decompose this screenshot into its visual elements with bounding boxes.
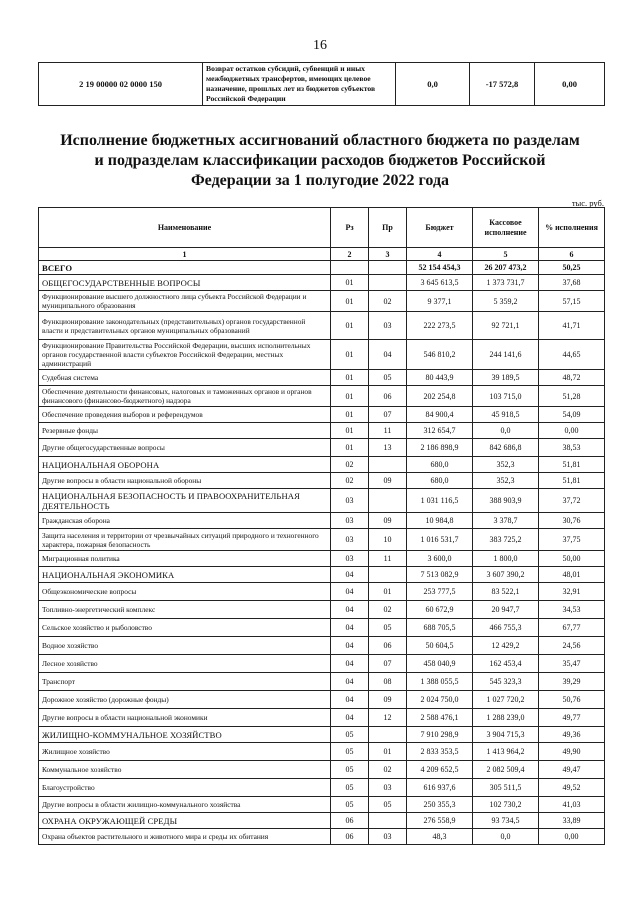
row-rz: 01: [331, 386, 369, 407]
row-pr: 03: [369, 779, 407, 797]
row-rz: 03: [331, 513, 369, 529]
row-execution: 466 755,3: [473, 619, 539, 637]
report-title: Исполнение бюджетных ассигнований областного бюджета по разделам и подразделам классификации расходов бюджетов Российской Федерации за 1 полугодие 2022 года: [60, 132, 580, 189]
carryover-description: Возврат остатков субсидий, субвенций и иных межбюджетных трансфертов, имеющих целевое назначение, прошлых лет из бюджетов субъектов Российской Федерации: [203, 63, 396, 106]
row-budget: 4 209 652,5: [407, 761, 473, 779]
row-pr: 03: [369, 829, 407, 845]
table-row: [39, 691, 605, 709]
row-pr: 02: [369, 291, 407, 312]
row-rz: 04: [331, 709, 369, 727]
row-percent: 49,52: [539, 779, 605, 797]
row-pr: 02: [369, 601, 407, 619]
header-percent: % исполнения: [539, 208, 605, 248]
carryover-table: [38, 62, 605, 106]
row-budget: 84 900,4: [407, 407, 473, 423]
table-row: [39, 489, 605, 513]
row-name: Функционирование Правительства Российской Федерации, высших исполнительных органов государственной власти субъектов Российской Федерации, местных администраций: [39, 340, 331, 370]
row-rz: 01: [331, 291, 369, 312]
table-row: [39, 583, 605, 601]
row-percent: 34,53: [539, 601, 605, 619]
table-row: [39, 567, 605, 583]
table-row: [39, 386, 605, 407]
row-percent: 39,29: [539, 673, 605, 691]
row-execution: 2 082 509,4: [473, 761, 539, 779]
table-row: [39, 743, 605, 761]
table-row: [39, 727, 605, 743]
row-rz: 04: [331, 583, 369, 601]
row-percent: 32,91: [539, 583, 605, 601]
row-rz: 01: [331, 423, 369, 439]
row-execution: 26 207 473,2: [473, 261, 539, 275]
row-budget: 7 513 082,9: [407, 567, 473, 583]
row-percent: 30,76: [539, 513, 605, 529]
row-name: ЖИЛИЩНО-КОММУНАЛЬНОЕ ХОЗЯЙСТВО: [39, 727, 331, 743]
row-budget: 546 810,2: [407, 340, 473, 370]
row-budget: 680,0: [407, 473, 473, 489]
row-rz: 06: [331, 813, 369, 829]
row-name: Коммунальное хозяйство: [39, 761, 331, 779]
row-rz: 05: [331, 797, 369, 813]
row-pr: 01: [369, 743, 407, 761]
row-name: Обеспечение проведения выборов и референдумов: [39, 407, 331, 423]
row-percent: 38,53: [539, 439, 605, 457]
row-pr: [369, 275, 407, 291]
table-row: [39, 761, 605, 779]
row-percent: 67,77: [539, 619, 605, 637]
row-budget: 253 777,5: [407, 583, 473, 601]
row-pr: [369, 489, 407, 513]
table-row: [39, 829, 605, 845]
row-name: Жилищное хозяйство: [39, 743, 331, 761]
header-rz: Рз: [331, 208, 369, 248]
row-budget: 616 937,6: [407, 779, 473, 797]
row-rz: 02: [331, 457, 369, 473]
row-pr: 10: [369, 529, 407, 551]
row-rz: 06: [331, 829, 369, 845]
row-execution: 3 607 390,2: [473, 567, 539, 583]
row-percent: 33,89: [539, 813, 605, 829]
carryover-code: 2 19 00000 02 0000 150: [39, 63, 203, 106]
row-execution: 83 522,1: [473, 583, 539, 601]
row-budget: 1 388 055,5: [407, 673, 473, 691]
row-name: Гражданская оборона: [39, 513, 331, 529]
row-budget: 688 705,5: [407, 619, 473, 637]
row-execution: 1 800,0: [473, 551, 539, 567]
row-rz: 04: [331, 637, 369, 655]
row-rz: 04: [331, 619, 369, 637]
row-execution: 3 378,7: [473, 513, 539, 529]
table-row: [39, 513, 605, 529]
row-pr: [369, 261, 407, 275]
row-execution: 93 734,5: [473, 813, 539, 829]
row-name: Охрана объектов растительного и животного мира и среды их обитания: [39, 829, 331, 845]
table-row: [39, 797, 605, 813]
row-percent: 49,77: [539, 709, 605, 727]
row-budget: 1 031 116,5: [407, 489, 473, 513]
header-pr: Пр: [369, 208, 407, 248]
units-label: тыс. руб.: [571, 198, 604, 208]
table-row: [39, 619, 605, 637]
row-name: Резервные фонды: [39, 423, 331, 439]
table-row: [39, 312, 605, 340]
row-percent: 51,28: [539, 386, 605, 407]
row-rz: 01: [331, 312, 369, 340]
row-execution: 0,0: [473, 423, 539, 439]
row-percent: 49,47: [539, 761, 605, 779]
table-row: [39, 709, 605, 727]
row-name: Благоустройство: [39, 779, 331, 797]
header-name: Наименование: [39, 208, 331, 248]
row-pr: 06: [369, 386, 407, 407]
row-pr: 02: [369, 761, 407, 779]
row-percent: 50,76: [539, 691, 605, 709]
row-name: Лесное хозяйство: [39, 655, 331, 673]
row-percent: 49,90: [539, 743, 605, 761]
row-rz: 05: [331, 743, 369, 761]
row-budget: 9 377,1: [407, 291, 473, 312]
row-rz: 03: [331, 551, 369, 567]
row-name: Топливно-энергетический комплекс: [39, 601, 331, 619]
row-rz: 05: [331, 727, 369, 743]
row-percent: 57,15: [539, 291, 605, 312]
row-pr: 11: [369, 423, 407, 439]
table-row: [39, 291, 605, 312]
row-pr: 05: [369, 797, 407, 813]
row-percent: 50,00: [539, 551, 605, 567]
row-pr: 09: [369, 513, 407, 529]
carryover-percent: 0,00: [535, 63, 605, 106]
row-execution: 5 359,2: [473, 291, 539, 312]
row-budget: 60 672,9: [407, 601, 473, 619]
row-percent: 44,65: [539, 340, 605, 370]
row-budget: 202 254,8: [407, 386, 473, 407]
table-row: [39, 601, 605, 619]
table-row: [39, 655, 605, 673]
row-rz: 03: [331, 529, 369, 551]
row-name: Другие вопросы в области жилищно-коммунального хозяйства: [39, 797, 331, 813]
row-name: Другие вопросы в области национальной экономики: [39, 709, 331, 727]
row-percent: 51,81: [539, 457, 605, 473]
row-budget: 2 833 353,5: [407, 743, 473, 761]
row-pr: [369, 727, 407, 743]
table-row: [39, 779, 605, 797]
column-number-row: [39, 248, 605, 261]
row-pr: [369, 813, 407, 829]
row-name: НАЦИОНАЛЬНАЯ ЭКОНОМИКА: [39, 567, 331, 583]
table-row: [39, 551, 605, 567]
row-rz: 05: [331, 761, 369, 779]
row-name: НАЦИОНАЛЬНАЯ БЕЗОПАСНОСТЬ И ПРАВООХРАНИТЕЛЬНАЯ ДЕЯТЕЛЬНОСТЬ: [39, 489, 331, 513]
row-name: Функционирование высшего должностного лица субъекта Российской Федерации и муниципального образования: [39, 291, 331, 312]
row-name: Миграционная политика: [39, 551, 331, 567]
row-pr: 04: [369, 340, 407, 370]
row-budget: 7 910 298,9: [407, 727, 473, 743]
row-rz: 04: [331, 601, 369, 619]
row-budget: 2 186 898,9: [407, 439, 473, 457]
row-name: Транспорт: [39, 673, 331, 691]
table-row: [39, 340, 605, 370]
row-execution: 39 189,5: [473, 370, 539, 386]
table-row: [39, 673, 605, 691]
row-name: Водное хозяйство: [39, 637, 331, 655]
row-budget: 50 604,5: [407, 637, 473, 655]
row-pr: 05: [369, 370, 407, 386]
row-pr: 08: [369, 673, 407, 691]
col-num-3: 3: [369, 248, 407, 261]
row-budget: 250 355,3: [407, 797, 473, 813]
row-percent: 48,72: [539, 370, 605, 386]
row-execution: 1 373 731,7: [473, 275, 539, 291]
table-row: [39, 439, 605, 457]
row-pr: 09: [369, 691, 407, 709]
row-execution: 388 903,9: [473, 489, 539, 513]
row-name: ОБЩЕГОСУДАРСТВЕННЫЕ ВОПРОСЫ: [39, 275, 331, 291]
table-row: [39, 637, 605, 655]
header-row: [39, 208, 605, 248]
row-budget: 276 558,9: [407, 813, 473, 829]
row-budget: 10 984,8: [407, 513, 473, 529]
row-rz: 04: [331, 673, 369, 691]
row-execution: 244 141,6: [473, 340, 539, 370]
row-execution: 305 511,5: [473, 779, 539, 797]
row-percent: 0,00: [539, 829, 605, 845]
row-rz: 01: [331, 370, 369, 386]
row-pr: 06: [369, 637, 407, 655]
row-percent: 50,25: [539, 261, 605, 275]
total-row: [39, 261, 605, 275]
row-pr: [369, 457, 407, 473]
row-name: ОХРАНА ОКРУЖАЮЩЕЙ СРЕДЫ: [39, 813, 331, 829]
row-rz: 02: [331, 473, 369, 489]
row-pr: 07: [369, 655, 407, 673]
table-row: [39, 529, 605, 551]
carryover-execution: -17 572,8: [470, 63, 535, 106]
row-execution: 545 323,3: [473, 673, 539, 691]
row-pr: 12: [369, 709, 407, 727]
header-budget: Бюджет: [407, 208, 473, 248]
row-execution: 1 288 239,0: [473, 709, 539, 727]
row-pr: 01: [369, 583, 407, 601]
row-budget: 2 588 476,1: [407, 709, 473, 727]
row-budget: 3 600,0: [407, 551, 473, 567]
row-rz: 03: [331, 489, 369, 513]
carryover-row: [39, 63, 605, 106]
table-row: [39, 370, 605, 386]
row-pr: 11: [369, 551, 407, 567]
row-percent: 48,01: [539, 567, 605, 583]
row-name: Сельское хозяйство и рыболовство: [39, 619, 331, 637]
row-rz: 01: [331, 340, 369, 370]
row-execution: 1 027 720,2: [473, 691, 539, 709]
row-budget: 312 654,7: [407, 423, 473, 439]
row-rz: 05: [331, 779, 369, 797]
row-name: Общеэкономические вопросы: [39, 583, 331, 601]
header-execution: Кассовое исполнение: [473, 208, 539, 248]
row-execution: 92 721,1: [473, 312, 539, 340]
row-pr: 03: [369, 312, 407, 340]
row-budget: 1 016 531,7: [407, 529, 473, 551]
row-rz: 04: [331, 655, 369, 673]
row-name: Функционирование законодательных (представительных) органов государственной власти и представительных органов муниципальных образований: [39, 312, 331, 340]
table-row: [39, 275, 605, 291]
row-percent: 37,75: [539, 529, 605, 551]
table-row: [39, 473, 605, 489]
row-pr: 13: [369, 439, 407, 457]
row-execution: 383 725,2: [473, 529, 539, 551]
row-budget: 680,0: [407, 457, 473, 473]
row-name: Другие общегосударственные вопросы: [39, 439, 331, 457]
row-budget: 48,3: [407, 829, 473, 845]
row-rz: 01: [331, 275, 369, 291]
col-num-6: 6: [539, 248, 605, 261]
row-rz: 04: [331, 567, 369, 583]
row-name: Другие вопросы в области национальной обороны: [39, 473, 331, 489]
row-execution: 3 904 715,3: [473, 727, 539, 743]
carryover-budget: 0,0: [396, 63, 470, 106]
page-number: 16: [313, 38, 327, 53]
row-execution: 842 686,8: [473, 439, 539, 457]
row-execution: 352,3: [473, 473, 539, 489]
row-budget: 3 645 613,5: [407, 275, 473, 291]
col-num-1: 1: [39, 248, 331, 261]
budget-execution-table: [38, 207, 605, 845]
row-name: ВСЕГО: [39, 261, 331, 275]
row-execution: 162 453,4: [473, 655, 539, 673]
table-row: [39, 407, 605, 423]
row-name: НАЦИОНАЛЬНАЯ ОБОРОНА: [39, 457, 331, 473]
col-num-5: 5: [473, 248, 539, 261]
row-percent: 37,68: [539, 275, 605, 291]
row-name: Обеспечение деятельности финансовых, налоговых и таможенных органов и органов финансового (финансово-бюджетного) надзора: [39, 386, 331, 407]
row-execution: 0,0: [473, 829, 539, 845]
row-execution: 103 715,0: [473, 386, 539, 407]
table-row: [39, 813, 605, 829]
row-percent: 35,47: [539, 655, 605, 673]
row-budget: 52 154 454,3: [407, 261, 473, 275]
row-name: Дорожное хозяйство (дорожные фонды): [39, 691, 331, 709]
row-name: Защита населения и территории от чрезвычайных ситуаций природного и техногенного характера, пожарная безопасность: [39, 529, 331, 551]
row-rz: 01: [331, 439, 369, 457]
row-execution: 45 918,5: [473, 407, 539, 423]
row-execution: 20 947,7: [473, 601, 539, 619]
row-percent: 41,71: [539, 312, 605, 340]
table-row: [39, 457, 605, 473]
col-num-4: 4: [407, 248, 473, 261]
row-pr: [369, 567, 407, 583]
row-percent: 41,03: [539, 797, 605, 813]
row-rz: 01: [331, 407, 369, 423]
row-execution: 102 730,2: [473, 797, 539, 813]
row-pr: 05: [369, 619, 407, 637]
row-percent: 51,81: [539, 473, 605, 489]
row-budget: 80 443,9: [407, 370, 473, 386]
row-percent: 0,00: [539, 423, 605, 439]
row-percent: 49,36: [539, 727, 605, 743]
table-row: [39, 423, 605, 439]
row-execution: 12 429,2: [473, 637, 539, 655]
row-execution: 1 413 964,2: [473, 743, 539, 761]
row-execution: 352,3: [473, 457, 539, 473]
row-pr: 07: [369, 407, 407, 423]
col-num-2: 2: [331, 248, 369, 261]
row-pr: 09: [369, 473, 407, 489]
row-budget: 222 273,5: [407, 312, 473, 340]
row-rz: [331, 261, 369, 275]
row-budget: 2 024 750,0: [407, 691, 473, 709]
row-rz: 04: [331, 691, 369, 709]
row-name: Судебная система: [39, 370, 331, 386]
row-percent: 54,09: [539, 407, 605, 423]
row-percent: 24,56: [539, 637, 605, 655]
row-percent: 37,72: [539, 489, 605, 513]
row-budget: 458 040,9: [407, 655, 473, 673]
